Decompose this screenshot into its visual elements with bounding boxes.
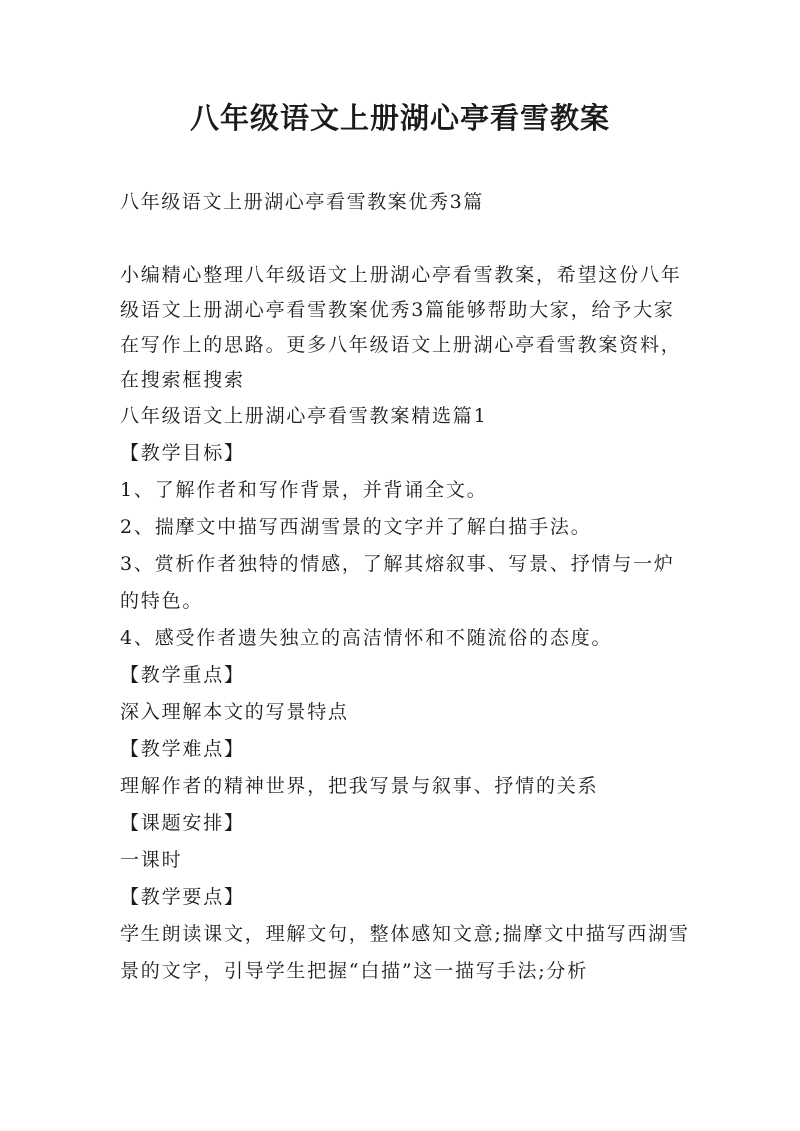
heading-goals: 【教学目标】 bbox=[120, 442, 245, 464]
key-points-text: 学生朗读课文，理解文句，整体感知文意;揣摩文中描写西湖雪景的文字，引导学生把握“白描”这一描写手法;分析 bbox=[120, 923, 690, 982]
heading-difficulty: 【教学难点】 bbox=[120, 738, 245, 760]
document-body bbox=[120, 258, 690, 990]
heading-schedule: 【课题安排】 bbox=[120, 812, 245, 834]
intro-paragraph: 小编精心整理八年级语文上册湖心亭看雪教案，希望这份八年级语文上册湖心亭看雪教案优秀3篇能够帮助大家，给予大家在写作上的思路。更多八年级语文上册湖心亭看雪教案资料，在搜索框搜索 bbox=[120, 264, 682, 391]
document-subtitle: 八年级语文上册湖心亭看雪教案优秀3篇 bbox=[120, 191, 484, 213]
schedule-text: 一课时 bbox=[120, 849, 183, 871]
goal-item-4: 4、感受作者遗失独立的高洁情怀和不随流俗的态度。 bbox=[120, 627, 613, 649]
heading-focus: 【教学重点】 bbox=[120, 664, 245, 686]
section-title: 八年级语文上册湖心亭看雪教案精选篇1 bbox=[120, 405, 488, 427]
goal-item-1: 1、了解作者和写作背景，并背诵全文。 bbox=[120, 479, 488, 501]
goal-item-2: 2、揣摩文中描写西湖雪景的文字并了解白描手法。 bbox=[120, 516, 592, 538]
heading-key-points: 【教学要点】 bbox=[120, 886, 245, 908]
document-title: 八年级语文上册湖心亭看雪教案 bbox=[189, 101, 610, 135]
goal-item-3: 3、赏析作者独特的情感，了解其熔叙事、写景、抒情与一炉的特色。 bbox=[120, 553, 675, 612]
focus-text: 深入理解本文的写景特点 bbox=[120, 701, 349, 723]
difficulty-text: 理解作者的精神世界，把我写景与叙事、抒情的关系 bbox=[120, 775, 599, 797]
